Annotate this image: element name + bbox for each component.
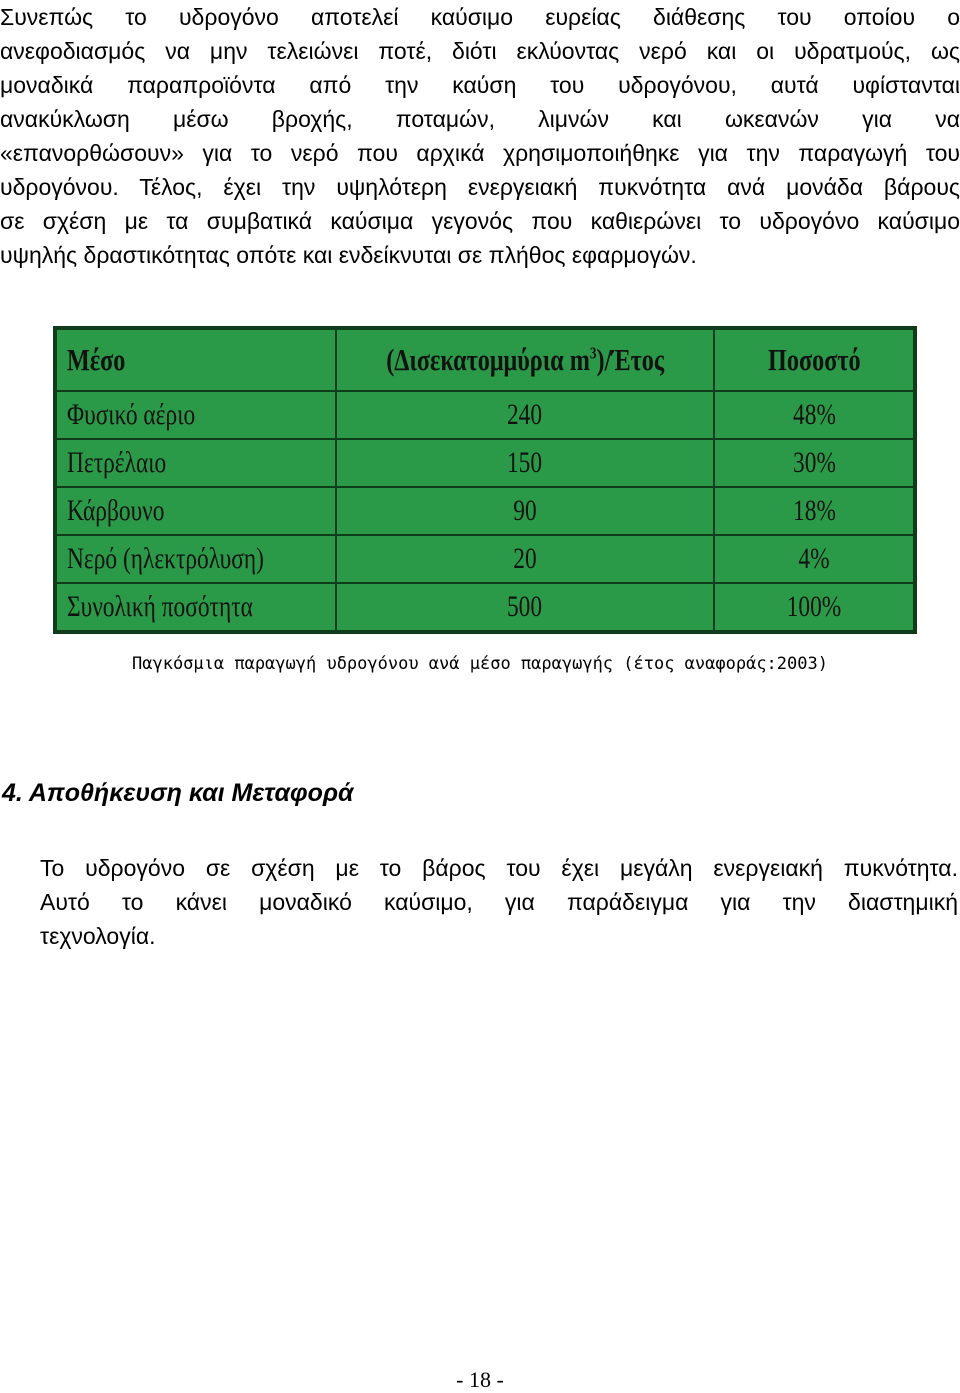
table-row: [56, 391, 914, 439]
cell-source: Κάρβουνο: [56, 487, 336, 535]
intro-paragraph: [0, 0, 960, 272]
section-paragraph: [40, 851, 958, 953]
paragraph-line: Συνεπώς το υδρογόνο αποτελεί καύσιμο ευρείας διάθεσης του οποίου ο: [0, 4, 960, 30]
paragraph-line: τεχνολογία.: [40, 923, 156, 949]
cell-percent: 48%: [714, 391, 914, 439]
table-caption: Παγκόσμια παραγωγή υδρογόνου ανά μέσο παραγωγής (έτος αναφοράς:2003): [132, 654, 828, 674]
paragraph-line: «επανορθώσουν» για το νερό που αρχικά χρησιμοποιήθηκε για την παραγωγή του: [0, 140, 960, 166]
cell-volume: 240: [336, 391, 714, 439]
paragraph-line: Αυτό το κάνει μοναδικό καύσιμο, για παράδειγμα για την διαστημική: [40, 889, 958, 915]
paragraph-line: Το υδρογόνο σε σχέση με το βάρος του έχει μεγάλη ενεργειακή πυκνότητα.: [40, 855, 958, 881]
cell-source: Πετρέλαιο: [56, 439, 336, 487]
header-cell-percent: Ποσοστό: [714, 329, 914, 391]
table-row: [56, 487, 914, 535]
hydrogen-production-table: [53, 326, 917, 634]
header-cell-volume: (Δισεκατομμύρια $m^3$)/Έτος: [336, 329, 714, 391]
cell-percent: 100%: [714, 583, 914, 631]
paragraph-line: υδρογόνου. Τέλος, έχει την υψηλότερη ενεργειακή πυκνότητα ανά μονάδα βάρους: [0, 174, 960, 200]
table-row: [56, 439, 914, 487]
cell-volume: 20: [336, 535, 714, 583]
cell-volume: 500: [336, 583, 714, 631]
table-row: [56, 535, 914, 583]
cell-percent: 30%: [714, 439, 914, 487]
cell-volume: 150: [336, 439, 714, 487]
paragraph-line: ανεφοδιασμός να μην τελειώνει ποτέ, διότι εκλύοντας νερό και οι υδρατμούς, ως: [0, 38, 960, 64]
table-row: [56, 583, 914, 631]
paragraph-line: σε σχέση με τα συμβατικά καύσιμα γεγονός που καθιερώνει το υδρογόνο καύσιμο: [0, 208, 960, 234]
table-header-row: [56, 329, 914, 391]
cell-percent: 18%: [714, 487, 914, 535]
cell-volume: 90: [336, 487, 714, 535]
paragraph-line: ανακύκλωση μέσω βροχής, ποταμών, λιμνών και ωκεανών για να: [0, 106, 960, 132]
cell-source: Φυσικό αέριο: [56, 391, 336, 439]
cell-source: Συνολική ποσότητα: [56, 583, 336, 631]
section-heading: 4. Αποθήκευση και Μεταφορά: [2, 779, 354, 807]
cell-percent: 4%: [714, 535, 914, 583]
paragraph-line: υψηλής δραστικότητας οπότε και ενδείκνυται σε πλήθος εφαρμογών.: [0, 242, 697, 268]
cell-source: Νερό (ηλεκτρόλυση): [56, 535, 336, 583]
page-number: - 18 -: [456, 1367, 504, 1392]
header-cell-source: Μέσο: [56, 329, 336, 391]
paragraph-line: μοναδικά παραπροϊόντα από την καύση του υδρογόνου, αυτά υφίστανται: [0, 72, 960, 98]
